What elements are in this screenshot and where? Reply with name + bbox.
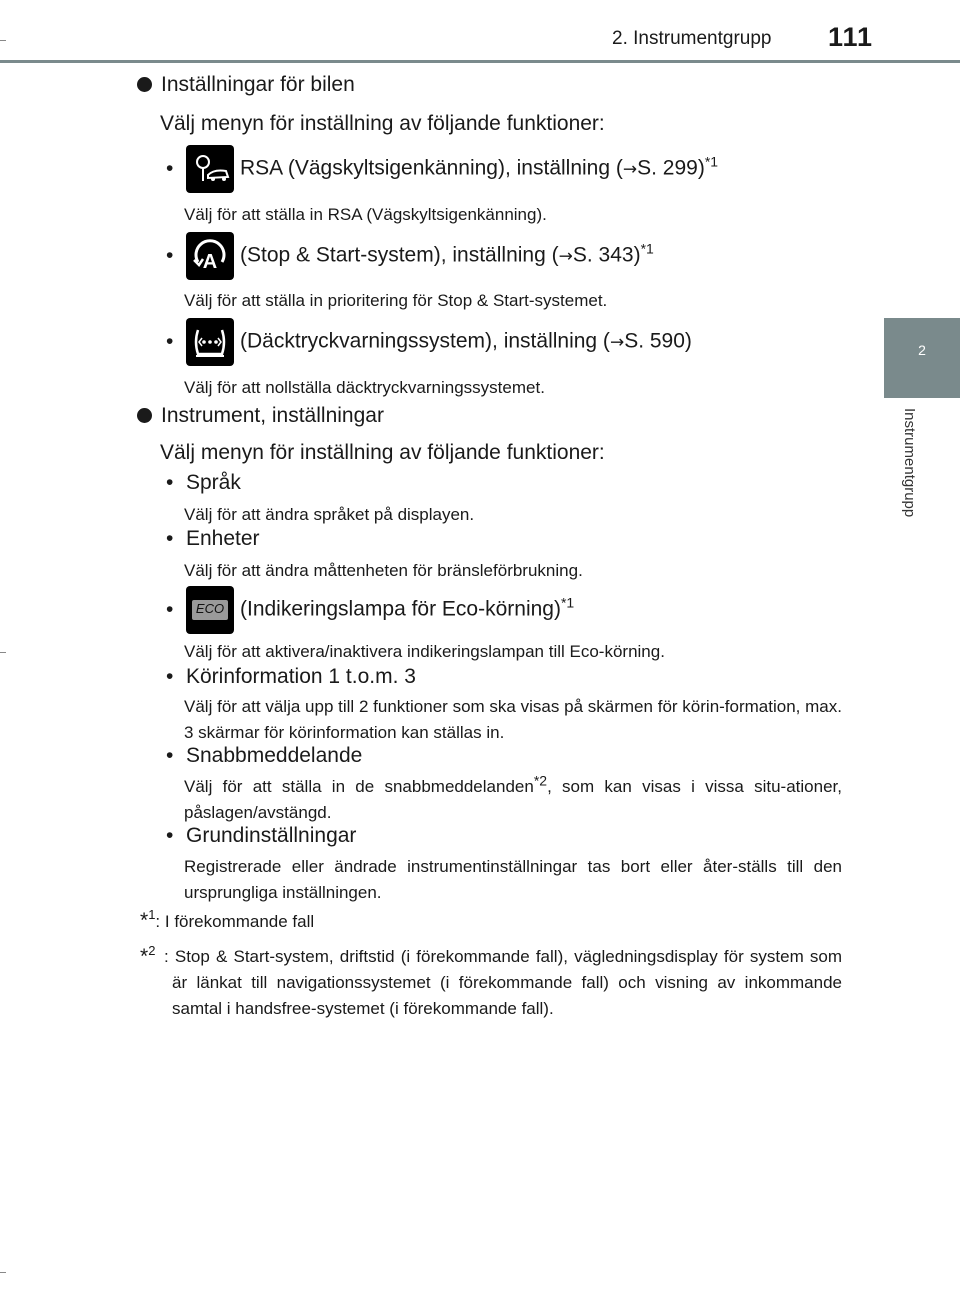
bullet: • — [166, 824, 174, 847]
bullet: • — [166, 471, 174, 494]
bullet: • — [166, 156, 174, 180]
item-description: Välj för att ändra språket på displayen. — [184, 505, 475, 524]
list-item-eco: • ECO (Indikeringslampa för Eco-körning)$^{*1}$ — [166, 586, 574, 634]
bullet: • — [166, 329, 174, 353]
tire-pressure-icon — [186, 318, 234, 366]
list-item-language: • Språk — [166, 471, 241, 494]
chapter-number: 2 — [918, 342, 926, 358]
section-heading-car-settings: Inställningar för bilen — [137, 73, 355, 97]
item-description: Välj för att ställa in RSA (Vägskyltsigenkänning). — [184, 205, 547, 224]
footnote-text: : Stop & Start-system, driftstid (i förekommande fall), vägledningsdisplay för system som är länkat till navigationssystemet (i förekommande fall) och visning av inkommande samtal i handsfree-systemet (i förekommande fall). — [164, 947, 842, 1018]
item-description: Välj för att aktivera/inaktivera indikeringslampan till Eco-körning. — [184, 642, 665, 661]
arrow-glyph: → — [622, 159, 638, 180]
list-item-quick-message: • Snabbmeddelande — [166, 744, 363, 767]
item-description: Välj för att ställa in de snabbmeddelanden$^{*2}$, som kan visas i vissa situ-ationer, påslagen/avstängd. — [184, 772, 842, 822]
list-item-units: • Enheter — [166, 527, 260, 550]
bullet: • — [166, 243, 174, 267]
heading-bullet — [137, 408, 152, 423]
list-item-default-settings: • Grundinställningar — [166, 824, 357, 847]
bullet: • — [166, 527, 174, 550]
crop-mark — [0, 652, 6, 653]
item-description: Registrerade eller ändrade instrumentinställningar tas bort eller åter-ställs till den ursprungliga inställningen. — [184, 857, 842, 902]
item-description: Välj för att välja upp till 2 funktioner som ska visas på skärmen för körin-formation, max. 3 skärmar för körinformation kan ställas in. — [184, 697, 842, 742]
intro-text: Välj menyn för inställning av följande funktioner: — [160, 112, 605, 135]
chapter-tab — [884, 318, 960, 398]
crop-mark — [0, 1272, 6, 1273]
road-sign-icon — [186, 145, 234, 193]
bullet: • — [166, 597, 174, 621]
bullet: • — [166, 665, 174, 688]
crop-mark — [0, 40, 6, 41]
item-description: Välj för att ändra måttenheten för bränsleförbrukning. — [184, 561, 583, 580]
stop-start-icon — [186, 232, 234, 280]
page-number: 111 — [828, 22, 874, 52]
eco-icon: ECO — [186, 586, 234, 634]
footnote-1: *$^1$: I förekommande fall — [140, 907, 315, 932]
arrow-glyph: → — [609, 332, 625, 353]
chapter-label: Instrumentgrupp — [901, 408, 918, 518]
item-description: Välj för att ställa in prioritering för Stop & Start-systemet. — [184, 291, 608, 310]
intro-text: Välj menyn för inställning av följande funktioner: — [160, 441, 605, 464]
list-item-tire-pressure: • (Däcktryckvarningssystem), inställning (→S. 590) — [166, 318, 692, 366]
item-description: Välj för att nollställa däcktryckvarningssystemet. — [184, 378, 545, 397]
list-item-drive-info: • Körinformation 1 t.o.m. 3 — [166, 665, 416, 688]
bullet: • — [166, 744, 174, 767]
footnote-marker: *$^2$ — [140, 943, 156, 968]
header-rule — [0, 60, 960, 63]
heading-bullet — [137, 77, 152, 92]
list-item-stop-start: • A (Stop & Start-system), inställning (→S. 343)$^{*1}$ — [166, 232, 654, 280]
arrow-glyph: → — [558, 246, 573, 267]
svg-text:A: A — [202, 251, 218, 273]
section-title: 2. Instrumentgrupp — [612, 28, 772, 49]
list-item-rsa: • RSA (Vägskyltsigenkänning), inställning (→S. 299)$^{*1}$ — [166, 145, 718, 193]
section-heading-instrument-settings: Instrument, inställningar — [137, 404, 384, 428]
